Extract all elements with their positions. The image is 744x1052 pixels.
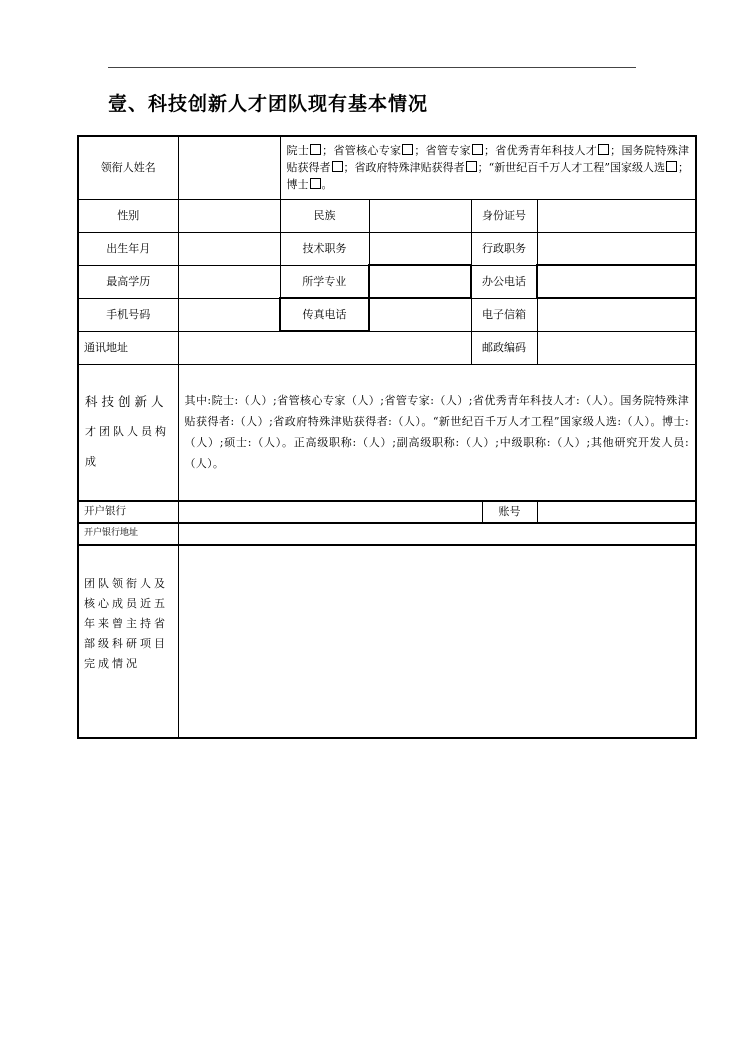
basic-info-table [77, 135, 697, 501]
admin-position-label: 行政职务 [471, 232, 537, 265]
honor-label: 院士 [286, 144, 310, 158]
team-label-line3: 成 [85, 455, 99, 468]
fax-field[interactable] [369, 298, 471, 331]
technical-title-label: 技术职务 [280, 232, 369, 265]
fax-label: 传真电话 [280, 298, 369, 331]
honor-separator: ； [477, 161, 489, 175]
bank-label: 开户银行 [78, 501, 178, 522]
header-rule [108, 67, 636, 68]
bank-address-table [77, 523, 697, 545]
honor-label: 省政府特殊津贴获得者 [354, 161, 465, 175]
projects-field[interactable] [178, 545, 696, 738]
postcode-field[interactable] [537, 331, 696, 364]
mobile-field[interactable] [178, 298, 280, 331]
gender-field[interactable] [178, 199, 280, 232]
honor-separator: ； [322, 144, 334, 158]
honor-checkbox[interactable] [402, 144, 413, 155]
address-label: 通讯地址 [78, 331, 178, 364]
office-phone-field[interactable] [537, 265, 696, 298]
team-label-line2: 才团队人员构 [85, 425, 169, 438]
major-label: 所学专业 [280, 265, 369, 298]
leader-name-field[interactable] [178, 136, 280, 199]
account-field[interactable] [537, 501, 696, 522]
projects-label: 团队领衔人及核心成员近五年来曾主持省部级科研项目完成情况 [78, 545, 178, 738]
honor-checkbox[interactable] [332, 161, 343, 172]
email-field[interactable] [537, 298, 696, 331]
id-number-field[interactable] [537, 199, 696, 232]
honor-separator: ； [483, 144, 495, 158]
major-field[interactable] [369, 265, 471, 298]
honor-label: 博士 [286, 178, 309, 192]
honor-checkbox[interactable] [466, 161, 477, 172]
honor-label: 省优秀青年科技人才 [494, 144, 598, 158]
postcode-label: 邮政编码 [471, 331, 537, 364]
honor-label: 省管核心专家 [333, 144, 402, 158]
birth-date-field[interactable] [178, 232, 280, 265]
projects-table [77, 545, 697, 740]
honor-separator: 。 [321, 178, 333, 192]
section-title: 壹、科技创新人才团队现有基本情况 [108, 93, 429, 115]
education-label: 最高学历 [78, 265, 178, 298]
honor-separator: ； [610, 144, 622, 158]
honor-checkbox[interactable] [310, 144, 321, 155]
honor-label: 国务院特殊津贴获得者 [286, 144, 690, 175]
bank-field[interactable] [178, 501, 482, 522]
education-field[interactable] [178, 265, 280, 298]
team-composition-label [78, 364, 178, 500]
address-field[interactable] [178, 331, 471, 364]
ethnicity-field[interactable] [369, 199, 471, 232]
technical-title-field[interactable] [369, 232, 471, 265]
email-label: 电子信箱 [471, 298, 537, 331]
gender-label: 性别 [78, 199, 178, 232]
admin-position-field[interactable] [537, 232, 696, 265]
honor-label: “新世纪百千万人才工程”国家级人选 [488, 161, 666, 175]
account-label: 账号 [482, 501, 537, 522]
team-label-line1: 科技创新人 [85, 394, 168, 409]
ethnicity-label: 民族 [280, 199, 369, 232]
honor-checkbox[interactable] [666, 161, 677, 172]
bank-address-label: 开户银行地址 [78, 523, 178, 544]
honor-checkbox[interactable] [598, 144, 609, 155]
leader-honors [280, 136, 696, 199]
honor-label: 省管专家 [425, 144, 471, 158]
team-composition-text: 其中:院士:（人）;省管核心专家（人）;省管专家:（人）;省优秀青年科技人才:（人）。国务院特殊津贴获得者:（人）;省政府特殊津贴获得者:（人）。“新世纪百千万人才工程”国家级人选:（人）。博士:（人）;硕士:（人）。正高级职称:（人）;副高级职称:（人）;中级职称:（人）;其他研究开发人员:（人）。 [178, 364, 696, 500]
honor-separator: ； [678, 161, 690, 175]
honor-separator: ； [343, 161, 355, 175]
honor-checkbox[interactable] [310, 178, 321, 189]
bank-address-field[interactable] [178, 523, 696, 544]
birth-date-label: 出生年月 [78, 232, 178, 265]
honor-separator: ； [414, 144, 426, 158]
id-number-label: 身份证号 [471, 199, 537, 232]
leader-name-label: 领衔人姓名 [78, 136, 178, 199]
info-form [77, 135, 695, 739]
honor-checkbox[interactable] [472, 144, 483, 155]
mobile-label: 手机号码 [78, 298, 178, 331]
office-phone-label: 办公电话 [471, 265, 537, 298]
bank-table [77, 501, 697, 523]
